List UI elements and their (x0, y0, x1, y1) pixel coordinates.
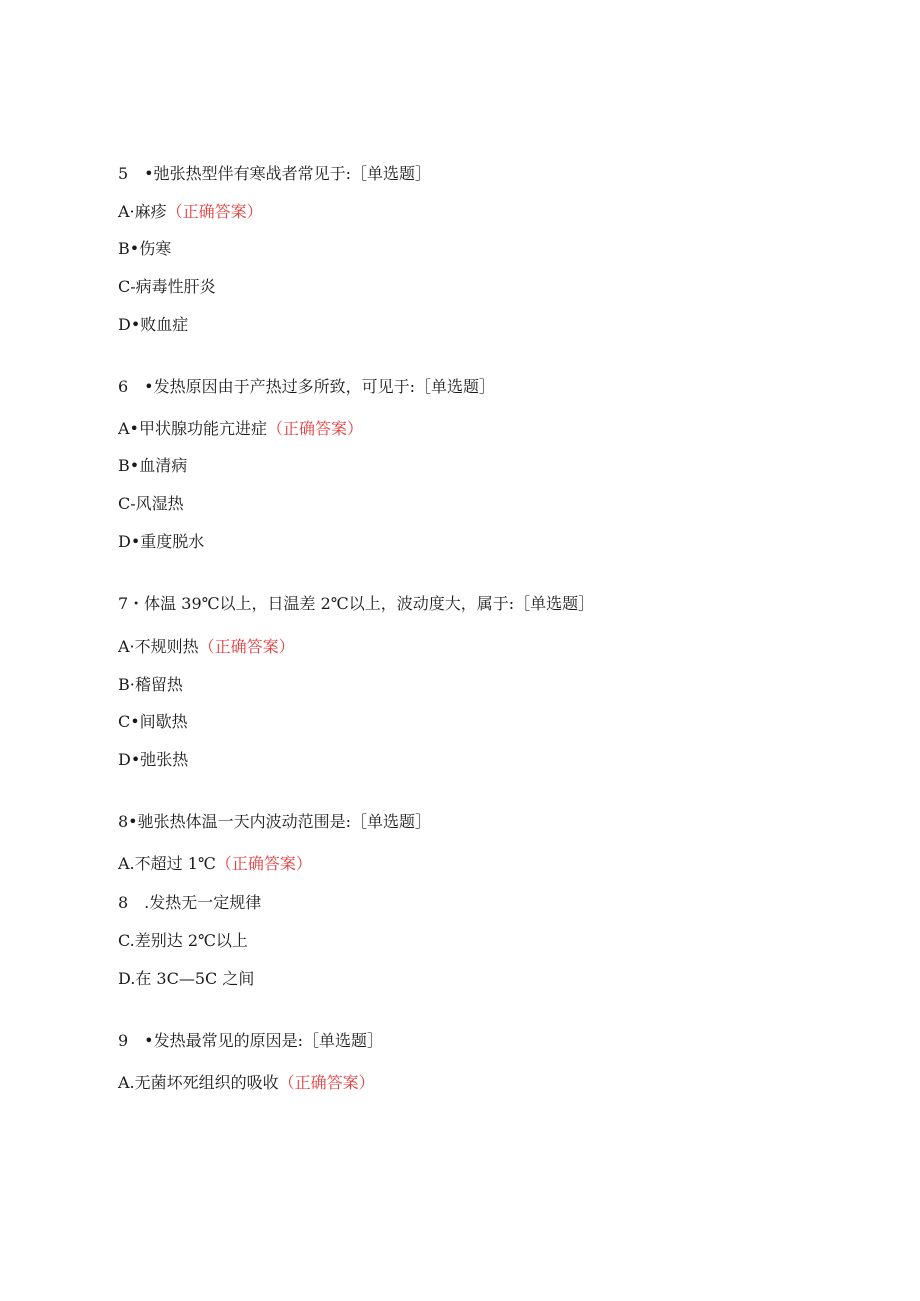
option-a (118, 202, 263, 222)
correct-answer-mark: （正确答案） (215, 854, 312, 873)
option-b (118, 456, 187, 476)
question-stem: 6 •发热原因由于产热过多所致，可见于:［单选题］ (118, 377, 496, 396)
option-text: D•重度脱水 (118, 532, 205, 551)
option-text: D•败血症 (118, 315, 189, 334)
correct-answer-mark: （正确答案） (198, 637, 295, 656)
correct-answer-mark: （正确答案） (267, 419, 364, 438)
option-b (118, 893, 261, 913)
question-stem: 9 •发热最常见的原因是:［单选题］ (118, 1031, 384, 1050)
option-text: A·不规则热 (118, 637, 199, 656)
option-text: A.不超过 1℃ (118, 854, 216, 873)
option-text: D.在 3C—5C 之间 (118, 969, 255, 988)
option-c (118, 712, 188, 732)
option-text: A.无菌坏死组织的吸收 (118, 1073, 279, 1092)
option-a (118, 1073, 375, 1093)
option-c (118, 494, 184, 514)
option-text: C•间歇热 (118, 712, 188, 731)
correct-answer-mark: （正确答案） (166, 202, 263, 221)
question-stem: 8•驰张热体温一天内波动范围是:［单选题］ (118, 812, 432, 831)
option-text: A•甲状腺功能亢进症 (118, 419, 267, 438)
option-b (118, 675, 183, 695)
option-text: B•血清病 (118, 456, 188, 475)
option-c (118, 277, 216, 297)
option-text: C-风湿热 (118, 494, 184, 513)
option-c (118, 931, 248, 951)
correct-answer-mark: （正确答案） (278, 1073, 375, 1092)
option-text: C.差别达 2℃以上 (118, 931, 248, 950)
option-b (118, 239, 171, 259)
option-a (118, 854, 312, 874)
option-d (118, 750, 188, 770)
option-d (118, 532, 204, 552)
option-text: B·稽留热 (118, 675, 183, 694)
question-stem: 7・体温 39℃以上，日温差 2℃以上，波动度大，属于:［单选题］ (118, 594, 595, 613)
option-text: B•伤寒 (118, 239, 172, 258)
option-text: A·麻疹 (118, 202, 167, 221)
option-text: D•弛张热 (118, 750, 189, 769)
option-text: 8 .发热无一定规律 (118, 893, 262, 912)
option-d (118, 969, 254, 989)
option-text: C-病毒性肝炎 (118, 277, 216, 296)
question-stem: 5 •弛张热型伴有寒战者常见于:［单选题］ (118, 164, 432, 183)
option-a (118, 637, 295, 657)
option-a (118, 419, 363, 439)
option-d (118, 315, 188, 335)
